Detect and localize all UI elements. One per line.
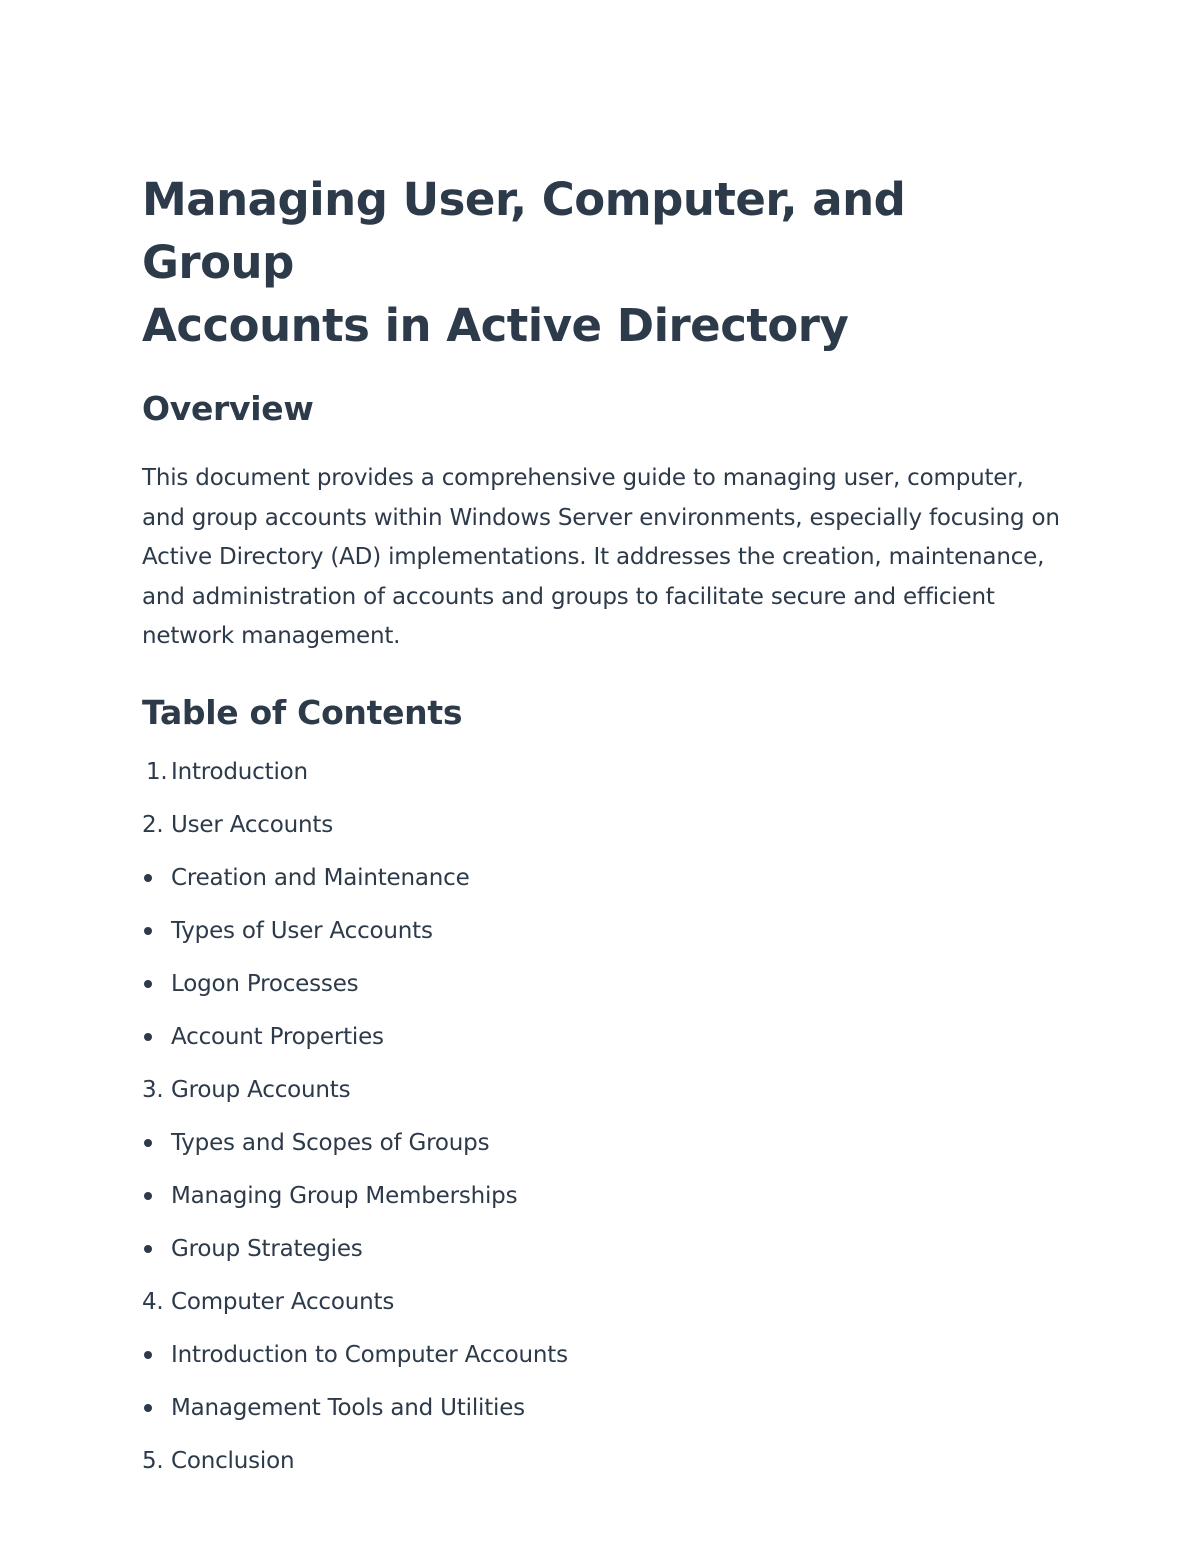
toc-subitem — [142, 969, 1072, 1022]
toc-number: 4. — [142, 1288, 164, 1315]
toc-item-label: Managing Group Memberships — [171, 1182, 518, 1209]
toc-item-label: Group Accounts — [171, 1076, 351, 1103]
toc-subitem — [142, 1340, 1072, 1393]
toc-number: 5. — [142, 1447, 164, 1474]
toc-item-label: Computer Accounts — [171, 1288, 395, 1315]
toc-subitem — [142, 863, 1072, 916]
toc-item — [142, 1287, 1072, 1340]
toc-number: 1. — [146, 758, 168, 785]
overview-paragraph: This document provides a comprehensive guide to managing user, computer, and group accounts within Windows Server environments, especially focusing on Active Directory (AD) implementations. It addresses the creation, maintenance, and administration of accounts and groups to facilitate secure and efficient network management. — [142, 465, 1060, 650]
toc-item-label: Creation and Maintenance — [171, 864, 470, 891]
toc-item-label: Types and Scopes of Groups — [171, 1129, 490, 1156]
document-title — [142, 168, 1072, 357]
toc-item — [142, 757, 1072, 810]
toc-subitem — [142, 1393, 1072, 1446]
toc-item-label: Account Properties — [171, 1023, 384, 1050]
title-line-2: Accounts in Active Directory — [142, 299, 849, 352]
toc-item-label: Introduction to Computer Accounts — [171, 1341, 568, 1368]
toc-item-label: Management Tools and Utilities — [171, 1394, 525, 1421]
toc-item — [142, 1075, 1072, 1128]
toc-subitem — [142, 1022, 1072, 1075]
toc-item-label: Conclusion — [171, 1447, 295, 1474]
toc-heading: Table of Contents — [142, 692, 463, 732]
overview-heading: Overview — [142, 389, 314, 428]
toc-number: 2. — [142, 811, 164, 838]
toc-subitem — [142, 916, 1072, 969]
toc-number: 3. — [142, 1076, 164, 1103]
toc-item-label: Types of User Accounts — [171, 917, 433, 944]
toc-item — [142, 1446, 1072, 1499]
document-page — [142, 168, 1072, 1499]
toc-item-label: User Accounts — [171, 811, 333, 838]
toc-subitem — [142, 1234, 1072, 1287]
table-of-contents — [142, 757, 1072, 1499]
toc-item — [142, 810, 1072, 863]
toc-item-label: Introduction — [171, 758, 308, 785]
toc-subitem — [142, 1181, 1072, 1234]
toc-subitem — [142, 1128, 1072, 1181]
toc-item-label: Group Strategies — [171, 1235, 363, 1262]
toc-item-label: Logon Processes — [171, 970, 359, 997]
title-line-1: Managing User, Computer, and Group — [142, 173, 906, 289]
